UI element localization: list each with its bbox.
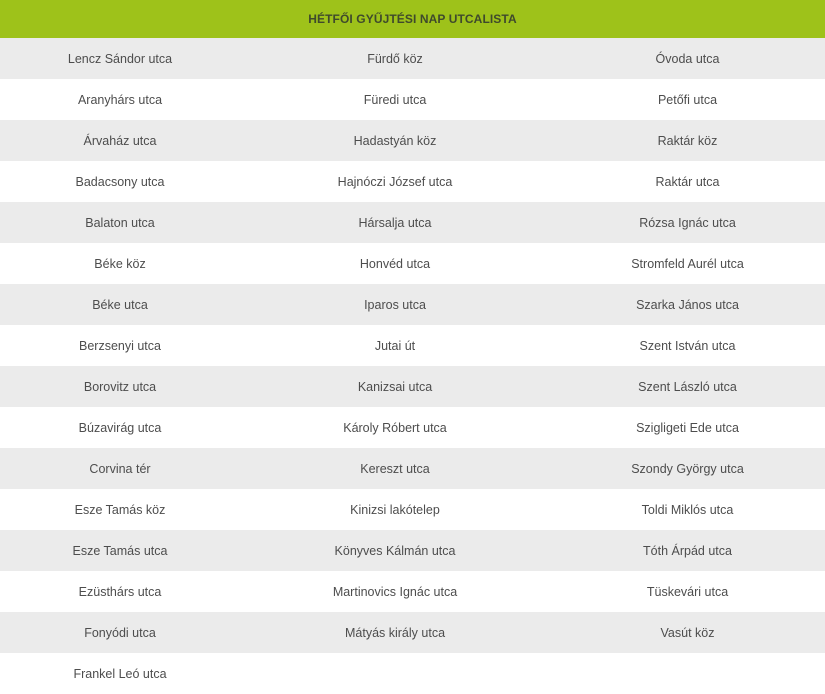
street-name-cell: Frankel Leó utca	[73, 666, 167, 681]
street-name-cell: Lencz Sándor utca	[67, 51, 173, 66]
table-row	[0, 366, 825, 407]
table-row	[0, 325, 825, 366]
table-row	[0, 448, 825, 489]
street-name-cell: Esze Tamás utca	[72, 543, 168, 558]
table-row	[0, 120, 825, 161]
street-name-cell: Mátyás király utca	[344, 625, 446, 640]
street-name-cell: Könyves Kálmán utca	[334, 543, 456, 558]
street-name-cell: Raktár utca	[655, 174, 720, 189]
street-name-cell: Ezüsthárs utca	[78, 584, 162, 599]
street-name-cell: Óvoda utca	[655, 51, 720, 66]
table-row	[0, 202, 825, 243]
street-name-cell: Árvaház utca	[83, 133, 157, 148]
street-name-cell: Béke utca	[92, 297, 148, 312]
table-row	[0, 284, 825, 325]
street-name-cell: Martinovics Ignác utca	[332, 584, 458, 599]
street-name-cell: Stromfeld Aurél utca	[631, 256, 744, 271]
street-name-cell: Borovitz utca	[83, 379, 157, 394]
table-row	[0, 489, 825, 530]
street-name-cell: Hadastyán köz	[353, 133, 437, 148]
street-name-cell: Szondy György utca	[631, 461, 744, 476]
street-name-cell: Szent István utca	[639, 338, 736, 353]
table-row	[0, 79, 825, 120]
street-name-cell: Esze Tamás köz	[74, 502, 166, 517]
street-name-cell: Hajnóczi József utca	[337, 174, 453, 189]
street-name-cell: Berzsenyi utca	[79, 338, 161, 353]
table-header-title: HÉTFŐI GYŰJTÉSI NAP UTCALISTA	[0, 0, 825, 38]
table-row	[0, 407, 825, 448]
street-name-cell: Búzavirág utca	[78, 420, 162, 435]
street-name-cell: Iparos utca	[364, 297, 426, 312]
street-name-cell: Vasút köz	[660, 625, 715, 640]
street-name-cell: Fürdő köz	[367, 51, 423, 66]
table-body	[0, 38, 825, 694]
street-name-cell: Füredi utca	[363, 92, 427, 107]
street-name-cell: Szigligeti Ede utca	[636, 420, 739, 435]
street-name-cell: Tüskevári utca	[646, 584, 729, 599]
street-name-cell: Kinizsi lakótelep	[350, 502, 440, 517]
street-name-cell: Károly Róbert utca	[343, 420, 447, 435]
street-name-cell: Aranyhárs utca	[77, 92, 163, 107]
table-row	[0, 612, 825, 653]
street-name-cell: Badacsony utca	[75, 174, 165, 189]
street-name-cell: Rózsa Ignác utca	[639, 215, 736, 230]
table-row	[0, 243, 825, 284]
street-name-cell: Balaton utca	[85, 215, 155, 230]
street-name-cell: Hársalja utca	[358, 215, 432, 230]
table-row	[0, 571, 825, 612]
table-row	[0, 161, 825, 202]
street-name-cell: Szent László utca	[638, 379, 737, 394]
table-row	[0, 38, 825, 79]
street-name-cell: Kanizsai utca	[357, 379, 433, 394]
street-name-cell: Béke köz	[94, 256, 146, 271]
street-name-cell: Fonyódi utca	[84, 625, 156, 640]
street-name-cell: Jutai út	[374, 338, 416, 353]
street-name-cell: Szarka János utca	[636, 297, 739, 312]
street-name-cell: Raktár köz	[657, 133, 718, 148]
street-name-cell: Tóth Árpád utca	[643, 543, 732, 558]
street-name-cell: Petőfi utca	[657, 92, 718, 107]
street-name-cell: Honvéd utca	[359, 256, 431, 271]
street-name-cell: Toldi Miklós utca	[641, 502, 734, 517]
table-row	[0, 530, 825, 571]
street-name-cell: Kereszt utca	[360, 461, 430, 476]
street-name-cell: Corvina tér	[89, 461, 151, 476]
table-row	[0, 653, 825, 694]
